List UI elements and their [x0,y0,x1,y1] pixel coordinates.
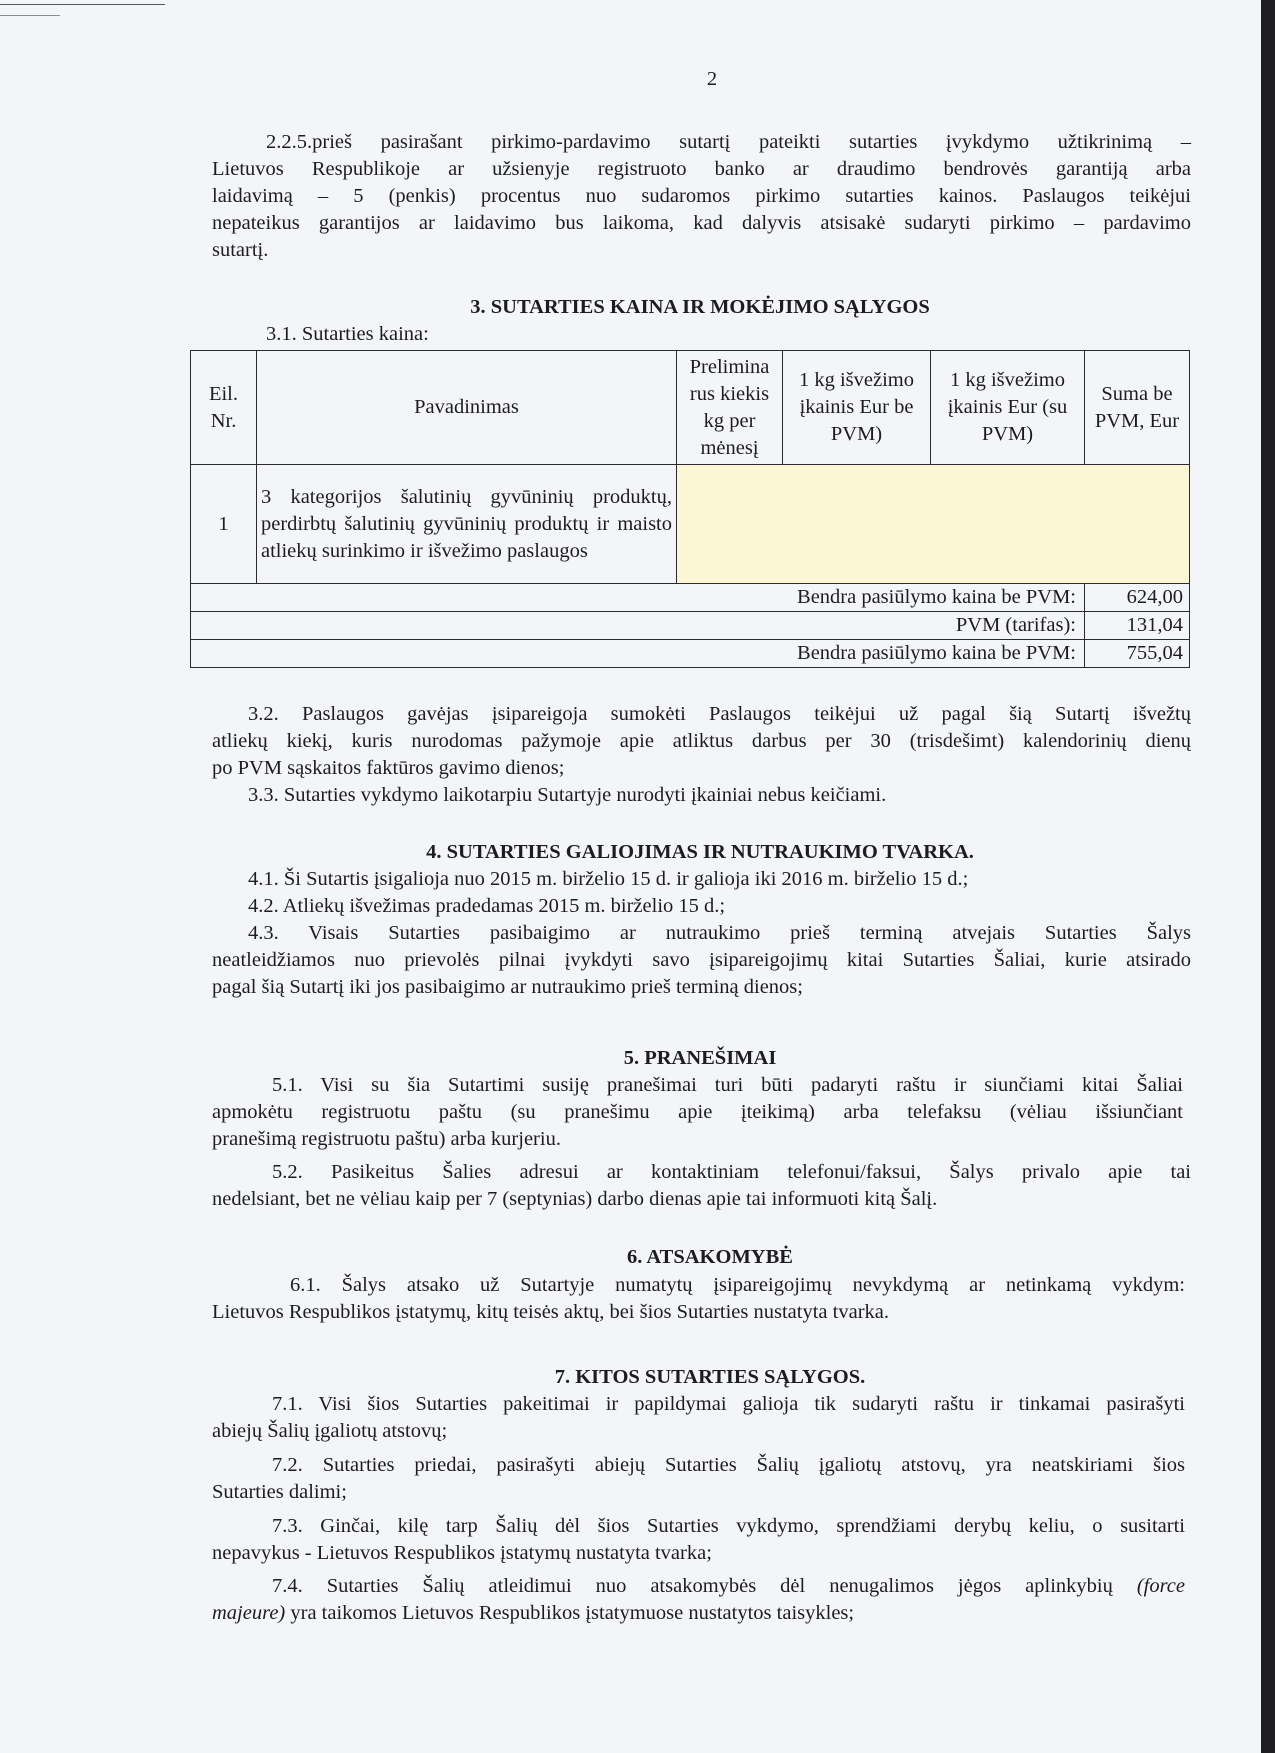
clause-line: 5.2. Pasikeitus Šalies adresui ar kontaktiniam telefonui/faksui, Šalys privalo apie tai [272,1161,1191,1183]
total-value: 755,04 [1085,640,1190,668]
clause-line: po PVM sąskaitos faktūros gavimo dienos; [212,757,565,779]
clause-3-1: 3.1. Sutarties kaina: [266,323,429,345]
clause-line: neatleidžiamos nuo prievolės pilnai įvykdyti savo įsipareigojimų kitai Sutarties Šaliai, kurie atsirado [212,949,1191,971]
clause-4-2: 4.2. Atliekų išvežimas pradedamas 2015 m. birželio 15 d.; [248,895,726,917]
row-nr: 1 [191,465,257,584]
clause-line: 7.2. Sutarties priedai, pasirašyti abiejų Sutarties Šalių įgaliotų atstovų, yra neatskiriami šios [272,1454,1185,1476]
clause-line: abiejų Šalių įgaliotų atstovų; [212,1420,448,1442]
clause-line: 2.2.5.prieš pasirašant pirkimo-pardavimo sutartį pateikti sutarties įvykdymo užtikrinimą – [266,131,1191,153]
header-quantity: Prelimina rus kiekis kg per mėnesį [677,351,783,465]
redacted-values [677,465,1190,584]
row-name: 3 kategorijos šalutinių gyvūninių produktų, perdirbtų šalutinių gyvūninių produktų ir maisto atliekų surinkimo ir išvežimo paslaugos [257,465,677,584]
clause-line: 5.1. Visi su šia Sutartimi susiję pranešimai turi būti padaryti raštu ir siunčiami kitai Šaliai [272,1074,1183,1096]
total-value: 624,00 [1085,584,1190,612]
clause-line: nedelsiant, bet ne vėliau kaip per 7 (septynias) darbo dienas apie tai informuoti kitą Šalį. [212,1188,938,1210]
total-row [191,612,1190,640]
section-3-heading: 3. SUTARTIES KAINA IR MOKĖJIMO SĄLYGOS [470,296,930,318]
clause-line: atliekų kiekį, kuris nurodomas pažymoje apie atliktus darbus per 30 (trisdešimt) kalendorinių dienų [212,730,1191,752]
section-7-heading: 7. KITOS SUTARTIES SĄLYGOS. [554,1366,866,1388]
table-row [191,465,1190,584]
clause-line: laidavimą – 5 (penkis) procentus nuo sudaromos pirkimo sutarties kainos. Paslaugos teikėjui [212,185,1191,207]
clause-line: pagal šią Sutartį iki jos pasibaigimo ar nutraukimo prieš terminą dienos; [212,976,803,998]
clause-line: 4.3. Visais Sutarties pasibaigimo ar nutraukimo prieš terminą atvejais Sutarties Šalys [248,922,1191,944]
page-number: 2 [706,68,718,90]
header-name: Pavadinimas [257,351,677,465]
table-header-row [191,351,1190,465]
header-price-no-vat: 1 kg išvežimo įkainis Eur be PVM) [783,351,931,465]
clause-italic: (force [1136,1575,1185,1597]
section-5-heading: 5. PRANEŠIMAI [623,1047,777,1069]
price-table [190,350,1190,668]
clause-text: 7.4. Sutarties Šalių atleidimui nuo atsakomybės dėl nenugalimos jėgos aplinkybių [272,1575,1113,1597]
clause-line: 7.1. Visi šios Sutarties pakeitimai ir papildymai galioja tik sudaryti raštu ir tinkamai pasirašyti [272,1393,1185,1415]
total-value: 131,04 [1085,612,1190,640]
clause-line: Lietuvos Respublikoje ar užsienyje registruoto banko ar draudimo bendrovės garantiją arba [212,158,1191,180]
section-6-heading: 6. ATSAKOMYBĖ [627,1246,793,1268]
scan-artifact-line [0,15,60,16]
header-nr: Eil. Nr. [191,351,257,465]
total-row [191,640,1190,668]
clause-line: apmokėtu registruotu paštu (su pranešimu apie įteikimą) arba telefaksu (vėliau išsiunčiant [212,1101,1183,1123]
clause-italic: majeure) [212,1602,286,1624]
clause-line: nepavykus - Lietuvos Respublikos įstatymų nustatyta tvarka; [212,1542,712,1564]
clause-line [272,1573,1185,1600]
clause-line: sutartį. [212,239,269,261]
header-price-vat: 1 kg išvežimo įkainis Eur (su PVM) [931,351,1085,465]
clause-line: 6.1. Šalys atsako už Sutartyje numatytų įsipareigojimų nevykdymą ar netinkamą vykdym: [290,1274,1185,1296]
clause-line: pranešimą registruotu paštu) arba kurjeriu. [212,1128,561,1150]
clause-line: nepateikus garantijos ar laidavimo bus laikoma, kad dalyvis atsisakė sudaryti pirkimo – pardavimo [212,212,1191,234]
total-label: Bendra pasiūlymo kaina be PVM: [191,584,1085,612]
clause-line: Lietuvos Respublikos įstatymų, kitų teisės aktų, bei šios Sutarties nustatyta tvarka. [212,1301,889,1323]
total-label: PVM (tarifas): [191,612,1085,640]
clause-line: Sutarties dalimi; [212,1481,347,1503]
total-row [191,584,1190,612]
clause-line: 7.3. Ginčai, kilę tarp Šalių dėl šios Sutarties vykdymo, sprendžiami derybų keliu, o susitarti [272,1515,1185,1537]
section-4-heading: 4. SUTARTIES GALIOJIMAS IR NUTRAUKIMO TVARKA. [426,841,974,863]
header-sum: Suma be PVM, Eur [1085,351,1190,465]
clause-line [212,1600,1182,1627]
total-label: Bendra pasiūlymo kaina be PVM: [191,640,1085,668]
clause-3-3: 3.3. Sutarties vykdymo laikotarpiu Sutartyje nurodyti įkainiai nebus keičiami. [248,784,887,806]
scan-edge [1261,0,1275,1753]
clause-line: 3.2. Paslaugos gavėjas įsipareigoja sumokėti Paslaugos teikėjui už pagal šią Sutartį išvežtų [248,703,1191,725]
scan-artifact-line [0,4,165,5]
clause-text: yra taikomos Lietuvos Respublikos įstatymuose nustatytos taisykles; [285,1602,855,1624]
clause-4-1: 4.1. Ši Sutartis įsigalioja nuo 2015 m. birželio 15 d. ir galioja iki 2016 m. birželio 15 d.; [248,868,969,890]
